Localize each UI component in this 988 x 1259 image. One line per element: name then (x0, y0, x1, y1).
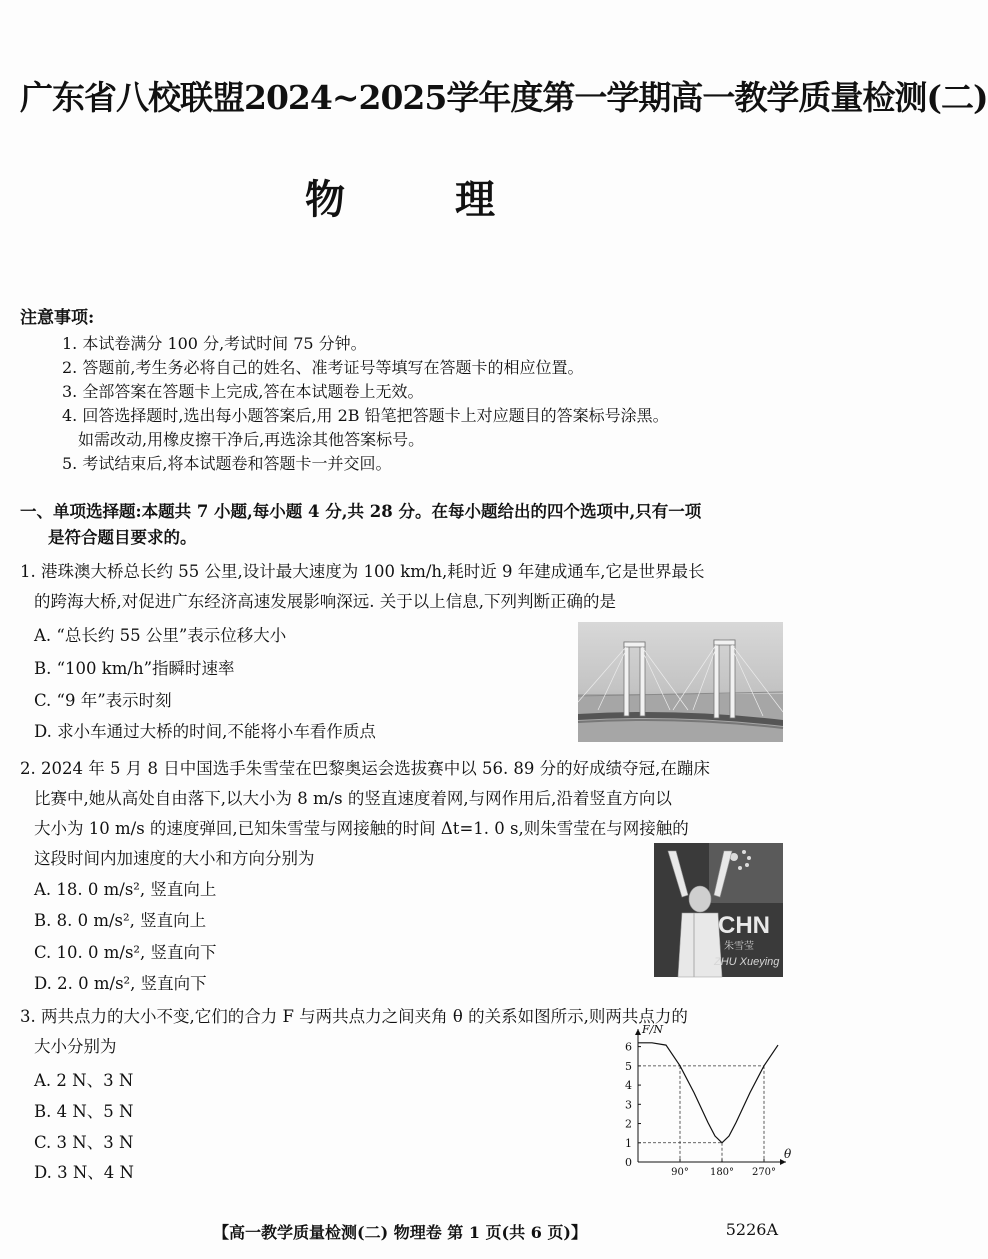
y-tick-label: 1 (625, 1136, 632, 1150)
notice-item: 3. 全部答案在答题卡上完成,答在本试题卷上无效。 (62, 382, 424, 401)
q3-stem: 3. 两共点力的大小不变,它们的合力 F 与两共点力之间夹角 θ 的关系如图所示,则两共点力的 (20, 1007, 688, 1026)
x-tick-label: 180° (709, 1167, 735, 1178)
notice-heading: 注意事项: (20, 308, 95, 328)
y-tick-label: 6 (625, 1040, 632, 1054)
chart-guides (638, 1066, 764, 1162)
q1-stem-cont: 的跨海大桥,对促进广东经济高速发展影响深远. 关于以上信息,下列判断正确的是 (34, 592, 616, 611)
chart-labels (625, 1023, 792, 1178)
q2-stem-cont: 比赛中,她从高处自由落下,以大小为 8 m/s 的竖直速度着网,与网作用后,沿着竖直方向以 (34, 789, 672, 808)
y-tick-label: 2 (625, 1117, 632, 1131)
photo-caption-name: 朱雪莹 (724, 941, 754, 952)
q2-stem: 2. 2024 年 5 月 8 日中国选手朱雪莹在巴黎奥运会选拔赛中以 56. 89 分的好成绩夺冠,在蹦床 (20, 759, 710, 778)
x-axis-label: θ (784, 1147, 792, 1161)
y-tick-label: 5 (625, 1059, 632, 1073)
y-tick-label: 4 (625, 1079, 632, 1093)
notice-item: 2. 答题前,考生务必将自己的姓名、准考证号等填写在答题卡的相应位置。 (62, 358, 584, 377)
bridge-illustration (578, 622, 783, 742)
q2-option-d: D. 2. 0 m/s², 竖直向下 (34, 974, 207, 993)
x-tick-label: 270° (751, 1167, 777, 1178)
notice-item: 5. 考试结束后,将本试题卷和答题卡一并交回。 (62, 454, 392, 473)
section-heading: 一、单项选择题:本题共 7 小题,每小题 4 分,共 28 分。在每小题给出的四个选项中,只有一项 (20, 502, 702, 521)
notice-item: 1. 本试卷满分 100 分,考试时间 75 分钟。 (62, 334, 367, 353)
bridge-photo (578, 622, 783, 742)
q3-option-b: B. 4 N、5 N (34, 1102, 134, 1121)
athlete-illustration (654, 843, 783, 977)
q2-stem-cont: 这段时间内加速度的大小和方向分别为 (34, 849, 315, 868)
q3-option-c: C. 3 N、3 N (34, 1133, 134, 1152)
section-heading-cont: 是符合题目要求的。 (48, 528, 197, 547)
y-tick-label: 3 (625, 1098, 632, 1112)
y-axis-arrow (635, 1029, 641, 1035)
notice-item: 如需改动,用橡皮擦干净后,再选涂其他答案标号。 (78, 430, 425, 449)
notice-item: 4. 回答选择题时,选出每小题答案后,用 2B 铅笔把答题卡上对应题目的答案标号涂黑。 (62, 406, 669, 425)
q3-stem-cont: 大小分别为 (34, 1037, 117, 1056)
exam-title: 广东省八校联盟2024~2025学年度第一学期高一教学质量检测(二) (20, 78, 988, 117)
y-tick-label: 0 (625, 1156, 632, 1169)
q2-option-c: C. 10. 0 m/s², 竖直向下 (34, 943, 217, 962)
q2-stem-cont: 大小为 10 m/s 的速度弹回,已知朱雪莹与网接触的时间 Δt=1. 0 s,则朱雪莹在与网接触的 (34, 819, 689, 838)
series-line (638, 1043, 778, 1143)
athlete-photo (654, 843, 783, 977)
footer-center: 【高一教学质量检测(二) 物理卷 第 1 页(共 6 页)】 (213, 1223, 587, 1242)
force-angle-chart (610, 1023, 792, 1178)
chart-axes (635, 1029, 786, 1165)
footer-code: 5226A (725, 1220, 778, 1239)
y-axis-label: F/N (642, 1023, 663, 1036)
q1-option-c: C. “9 年”表示时刻 (34, 691, 172, 710)
q3-option-d: D. 3 N、4 N (34, 1163, 134, 1182)
q1-option-b: B. “100 km/h”指瞬时速率 (34, 659, 235, 678)
q2-option-b: B. 8. 0 m/s², 竖直向上 (34, 911, 207, 930)
q1-stem: 1. 港珠澳大桥总长约 55 公里,设计最大速度为 100 km/h,耗时近 9 年建成通车,它是世界最长 (20, 562, 705, 581)
photo-caption-pinyin: ZHU Xueying (714, 956, 780, 968)
photo-caption-chn: CHN (718, 912, 770, 939)
q1-option-d: D. 求小车通过大桥的时间,不能将小车看作质点 (34, 722, 376, 741)
chart-series (638, 1043, 778, 1143)
x-tick-label: 90° (671, 1167, 689, 1178)
q2-option-a: A. 18. 0 m/s², 竖直向上 (34, 880, 217, 899)
subject-title: 物理 (305, 176, 605, 223)
q1-option-a: A. “总长约 55 公里”表示位移大小 (34, 626, 287, 645)
q3-option-a: A. 2 N、3 N (34, 1071, 134, 1090)
